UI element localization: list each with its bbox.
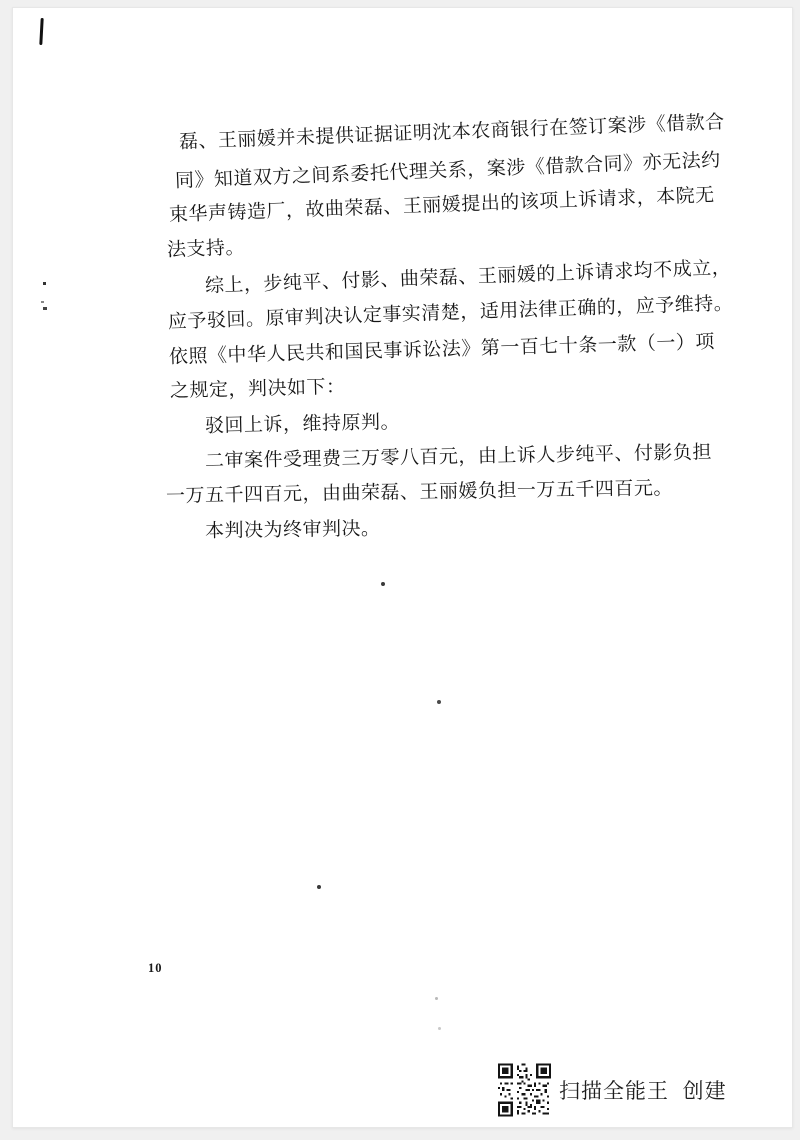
- document-text-line: 一万五千四百元，由曲荣磊、王丽媛负担一万五千四百元。: [165, 478, 674, 507]
- qr-code-icon: [498, 1063, 551, 1117]
- document-text-line: 二审案件受理费三万零八百元，由上诉人步纯平、付影负担: [204, 442, 713, 472]
- document-text-line: 本判决为终审判决。: [204, 518, 381, 542]
- scan-speck: [438, 1027, 441, 1030]
- scan-speck: [43, 282, 46, 285]
- document-text-line: 驳回上诉，维持原判。: [204, 411, 401, 437]
- page-number: 10: [148, 961, 163, 975]
- scan-speck: [317, 885, 321, 889]
- document-text-line: 依照《中华人民共和国民事诉讼法》第一百七十条一款（一）项: [168, 331, 716, 368]
- document-text-line: 同》知道双方之间系委托代理关系，案涉《借款合同》亦无法约: [174, 150, 722, 192]
- document-text-line: 综上，步纯平、付影、曲荣磊、王丽媛的上诉请求均不成立，: [204, 257, 732, 297]
- document-text-line: 磊、王丽媛并未提供证据证明沈本农商银行在签订案涉《借款合: [178, 111, 726, 153]
- scan-artifact-stroke: [39, 18, 43, 45]
- document-text-line: 法支持。: [166, 237, 246, 261]
- watermark-text: 扫描全能王 创建: [559, 1080, 727, 1103]
- scan-speck: [381, 582, 385, 586]
- scan-speck: [41, 301, 44, 303]
- document-page: [12, 7, 793, 1128]
- document-text-line: 束华声铸造厂，故曲荣磊、王丽媛提出的该项上诉请求，本院无: [168, 184, 716, 226]
- scan-speck: [435, 997, 438, 1000]
- document-text-line: 之规定，判决如下：: [169, 376, 346, 402]
- scan-speck: [43, 307, 47, 310]
- scanner-watermark: [498, 1062, 727, 1118]
- document-text-line: 应予驳回。原审判决认定事实清楚，适用法律正确的，应予维持。: [167, 293, 734, 333]
- scan-speck: [437, 700, 441, 704]
